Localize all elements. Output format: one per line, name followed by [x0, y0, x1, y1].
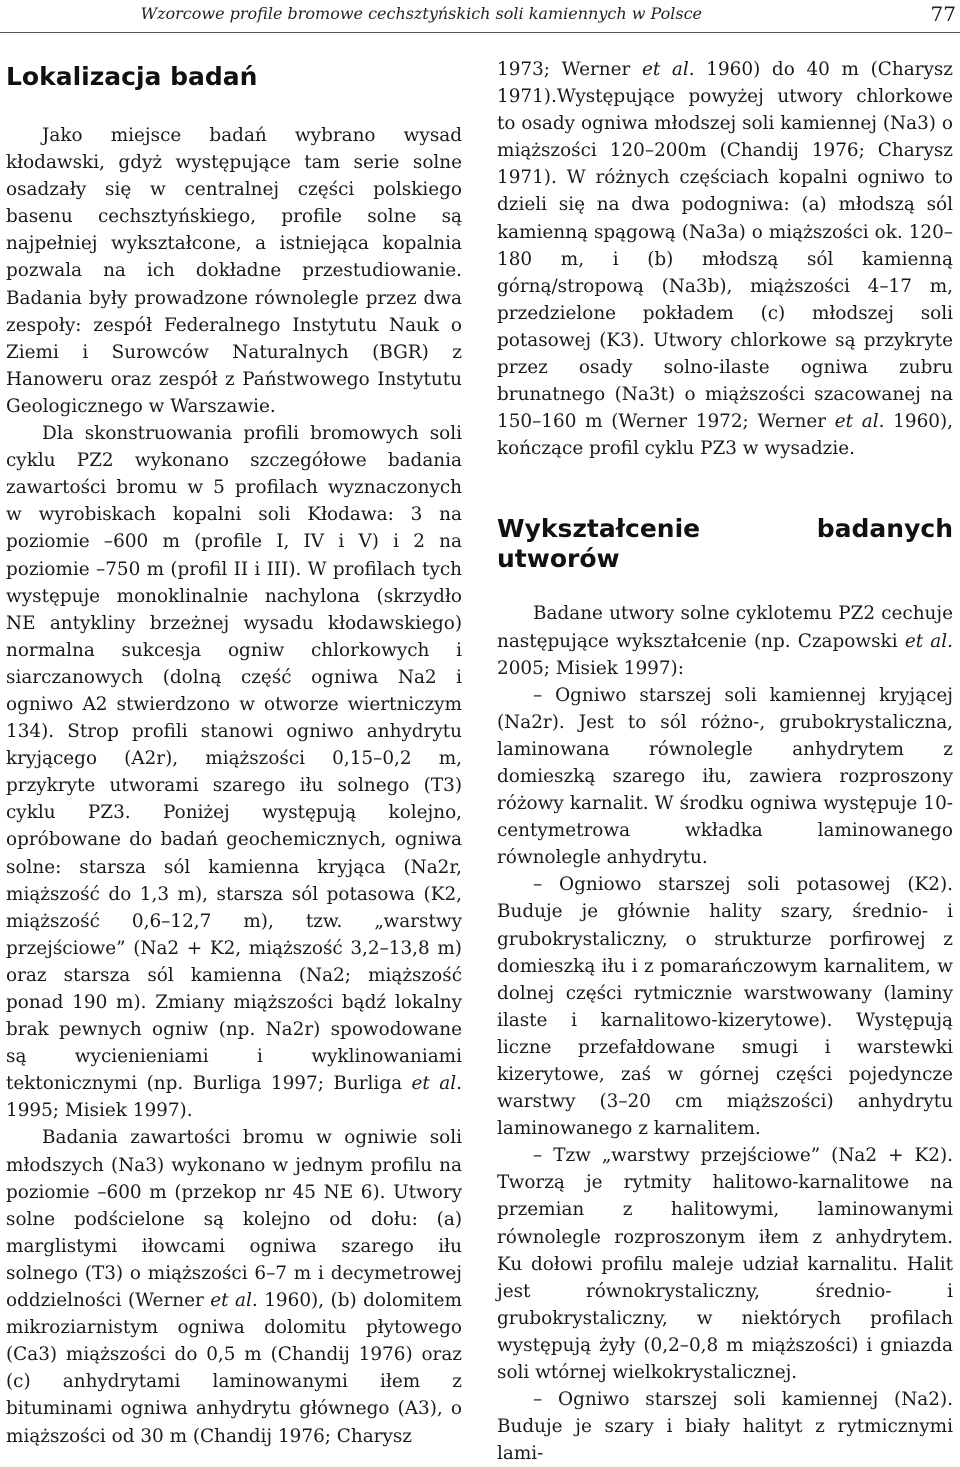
paragraph: – Ogniwo starszej soli kamiennej (Na2). Buduje je szary i biały halityt z rytmicznymi lami- — [497, 1389, 953, 1465]
section-heading-lokalizacja: Lokalizacja badań — [6, 62, 258, 91]
paragraph: – Ogniwo starszej soli kamiennej kryjącej (Na2r). Jest to sól różno-, grubokrystaliczna, laminowana równolegle anhydrytem z domieszką szarego iłu, zawiera rozproszony różowy karnalit. W środku ogniwa występuje 10-centymetrowa wkładka laminowanego równolegle anhydrytu. — [497, 684, 953, 869]
et-al-text: et al. — [904, 630, 953, 652]
paragraph-text: Dla skonstruowania profili bromowych soli cyklu PZ2 wykonano szczegółowe badania zawartości bromu w 5 profilach wyznaczonych w wyrobiskach kopalni soli Kłodawa: 3 na poziomie –600 m (profile I, IV i V) i 2 na poziomie –750 m (profil II i III). W profilach tych występuje monoklinalnie nachylona (skrzydło NE antykliny brzeżnej wysadu kłodawskiego) normalna sukcesja ogniw chlorkowych i siarczanowych (dolną część ogniwa Na2 i ogniwo A2 stwierdzono w otworze wiertniczym 134). Strop profili stanowi ogniwo anhydrytu kryjącego (A2r), miąższości 0,15–0,2 m, przykryte utworami szarego iłu solnego (T3) cyklu PZ3. Poniżej występują kolejno, opróbowane do badań geochemicznych, ogniwa solne: starsza sól kamienna kryjąca (Na2r, miąższość do 1,3 m), starsza sól potasowa (K2, miąższość 0,6–12,7 m), tzw. „warstwy przejściowe” (Na2 + K2, miąższość 3,2–13,8 m) oraz starsza sól kamienna (Na2; miąższość ponad 190 m). Zmiany miąższości bądź lokalny brak pewnych ogniw (np. Na2r) spowodowane są wycienieniami i wyklinowaniami tektonicznymi (np. Burliga 1997; Burliga — [6, 423, 462, 1095]
paragraph — [6, 420, 462, 1124]
header-rule — [0, 32, 960, 33]
running-title: Wzorcowe profile bromowe cechsztyńskich soli kamiennych w Polsce — [140, 4, 702, 23]
right-column — [497, 56, 953, 1467]
paragraph: – Tzw „warstwy przejściowe” (Na2 + K2). Tworzą je rytmity halitowo-karnalitowe na przemian z halitowymi, laminowanymi równolegle rozproszonym iłem z anhydrytem. Ku dołowi profilu maleje udział karnalitu. Halit jest równokrystaliczny, średnio- i grubokrystaliczny, w niektórych profilach występują żyły (0,2–0,8 m miąższości) i gniazda soli wtórnej wielkokrystalicznej. — [497, 1145, 953, 1384]
et-al-text: et al. — [411, 1073, 462, 1095]
paragraph-text: 1960) do 40 m (Charysz 1971).Występujące powyżej utwory chlorkowe to osady ogniwa młodszej soli kamiennej (Na3) o miąższości 120–200m (Chandij 1976; Charysz 1971). W różnych częściach kopalni ogniwo to dzieli się na dwa podogniwa: (a) młodszą sól kamienną spągową (Na3a) o miąższości ok. 120–180 m, i (b) młodszą sól kamienną górną/stropową (Na3b), miąższości 4–17 m, przedzielone pokładem (c) młodszej soli potasowej (K3). Utwory chlorkowe są przykryte przez osady solno-ilaste ogniwa zubru brunatnego (Na3t) o miąższości szacowanej na 150–160 m (Werner 1972; Werner — [497, 59, 953, 433]
paragraph-text: Badane utwory solne cyklotemu PZ2 cechuje następujące wykształcenie (np. Czapowski — [497, 603, 953, 652]
et-al-text: et al. — [641, 59, 695, 80]
paragraph-text: Badania zawartości bromu w ogniwie soli młodszych (Na3) wykonano w jednym profilu na poziomie –600 m (przekop nr 45 NE 6). Utwory solne podścielone są kolejno od dołu: (a) marglistymi iłowcami ogniwa szarego iłu solnego (T3) o miąższości 6–7 m i decymetrowej oddzielności (Werner — [6, 1127, 462, 1312]
et-al-text: et al. — [210, 1290, 258, 1312]
paragraph — [6, 1124, 462, 1449]
paragraph-text: 1960), kończące profil cyklu PZ3 w wysadzie. — [497, 411, 954, 460]
section-heading-wyksztalcenie: Wykształcenie badanych utworów — [497, 514, 953, 574]
paragraph — [497, 600, 953, 681]
et-al-text: et al. — [834, 411, 885, 433]
running-head — [0, 2, 960, 28]
paragraph-text: 2005; Misiek 1997): — [497, 657, 684, 679]
paragraph-text: 1973; Werner — [497, 59, 631, 80]
page-number: 77 — [930, 2, 956, 26]
paragraph-text: 1995; Misiek 1997). — [6, 1100, 193, 1122]
paragraph-text: 1960), (b) dolomitem mikroziarnistym ogniwa dolomitu płytowego (Ca3) miąższości do 0,5 m (Chandij 1976) oraz (c) anhydrytami laminowanymi iłem z bituminami ogniwa anhydrytu głównego (A3), o miąższości od 30 m (Chandij 1976; Charysz — [6, 1290, 462, 1447]
paragraph: Jako miejsce badań wybrano wysad kłodawski, gdyż występujące tam serie solne osadzały się w centralnej części polskiego basenu cechsztyńskiego, profile solne są najpełniej wykształcone, a istniejąca kopalnia pozwala na ich dokładne przestudiowanie. Badania były prowadzone równolegle przez dwa zespoły: zespół Federalnego Instytutu Nauk o Ziemi i Surowców Naturalnych (BGR) z Hanoweru oraz zespół z Państwowego Instytutu Geologicznego w Warszawie. — [6, 125, 462, 417]
paragraph — [497, 56, 953, 462]
paragraph: – Ogniowo starszej soli potasowej (K2). Buduje je głównie hality szary, średnio- i grubokrystaliczny, o strukturze porfirowej z domieszką iłu i z pomarańczowym karnalitem, w dolnej części rytmicznie warstwowany (laminy ilaste i karnalitowo-kizerytowe). Występują liczne przefałdowane smugi i warstewki kizerytowe, zaś w górnej części pojedyncze warstwy (3–20 cm miąższości) anhydrytu laminowanego z karnalitem. — [497, 874, 953, 1140]
left-column — [6, 62, 462, 1450]
